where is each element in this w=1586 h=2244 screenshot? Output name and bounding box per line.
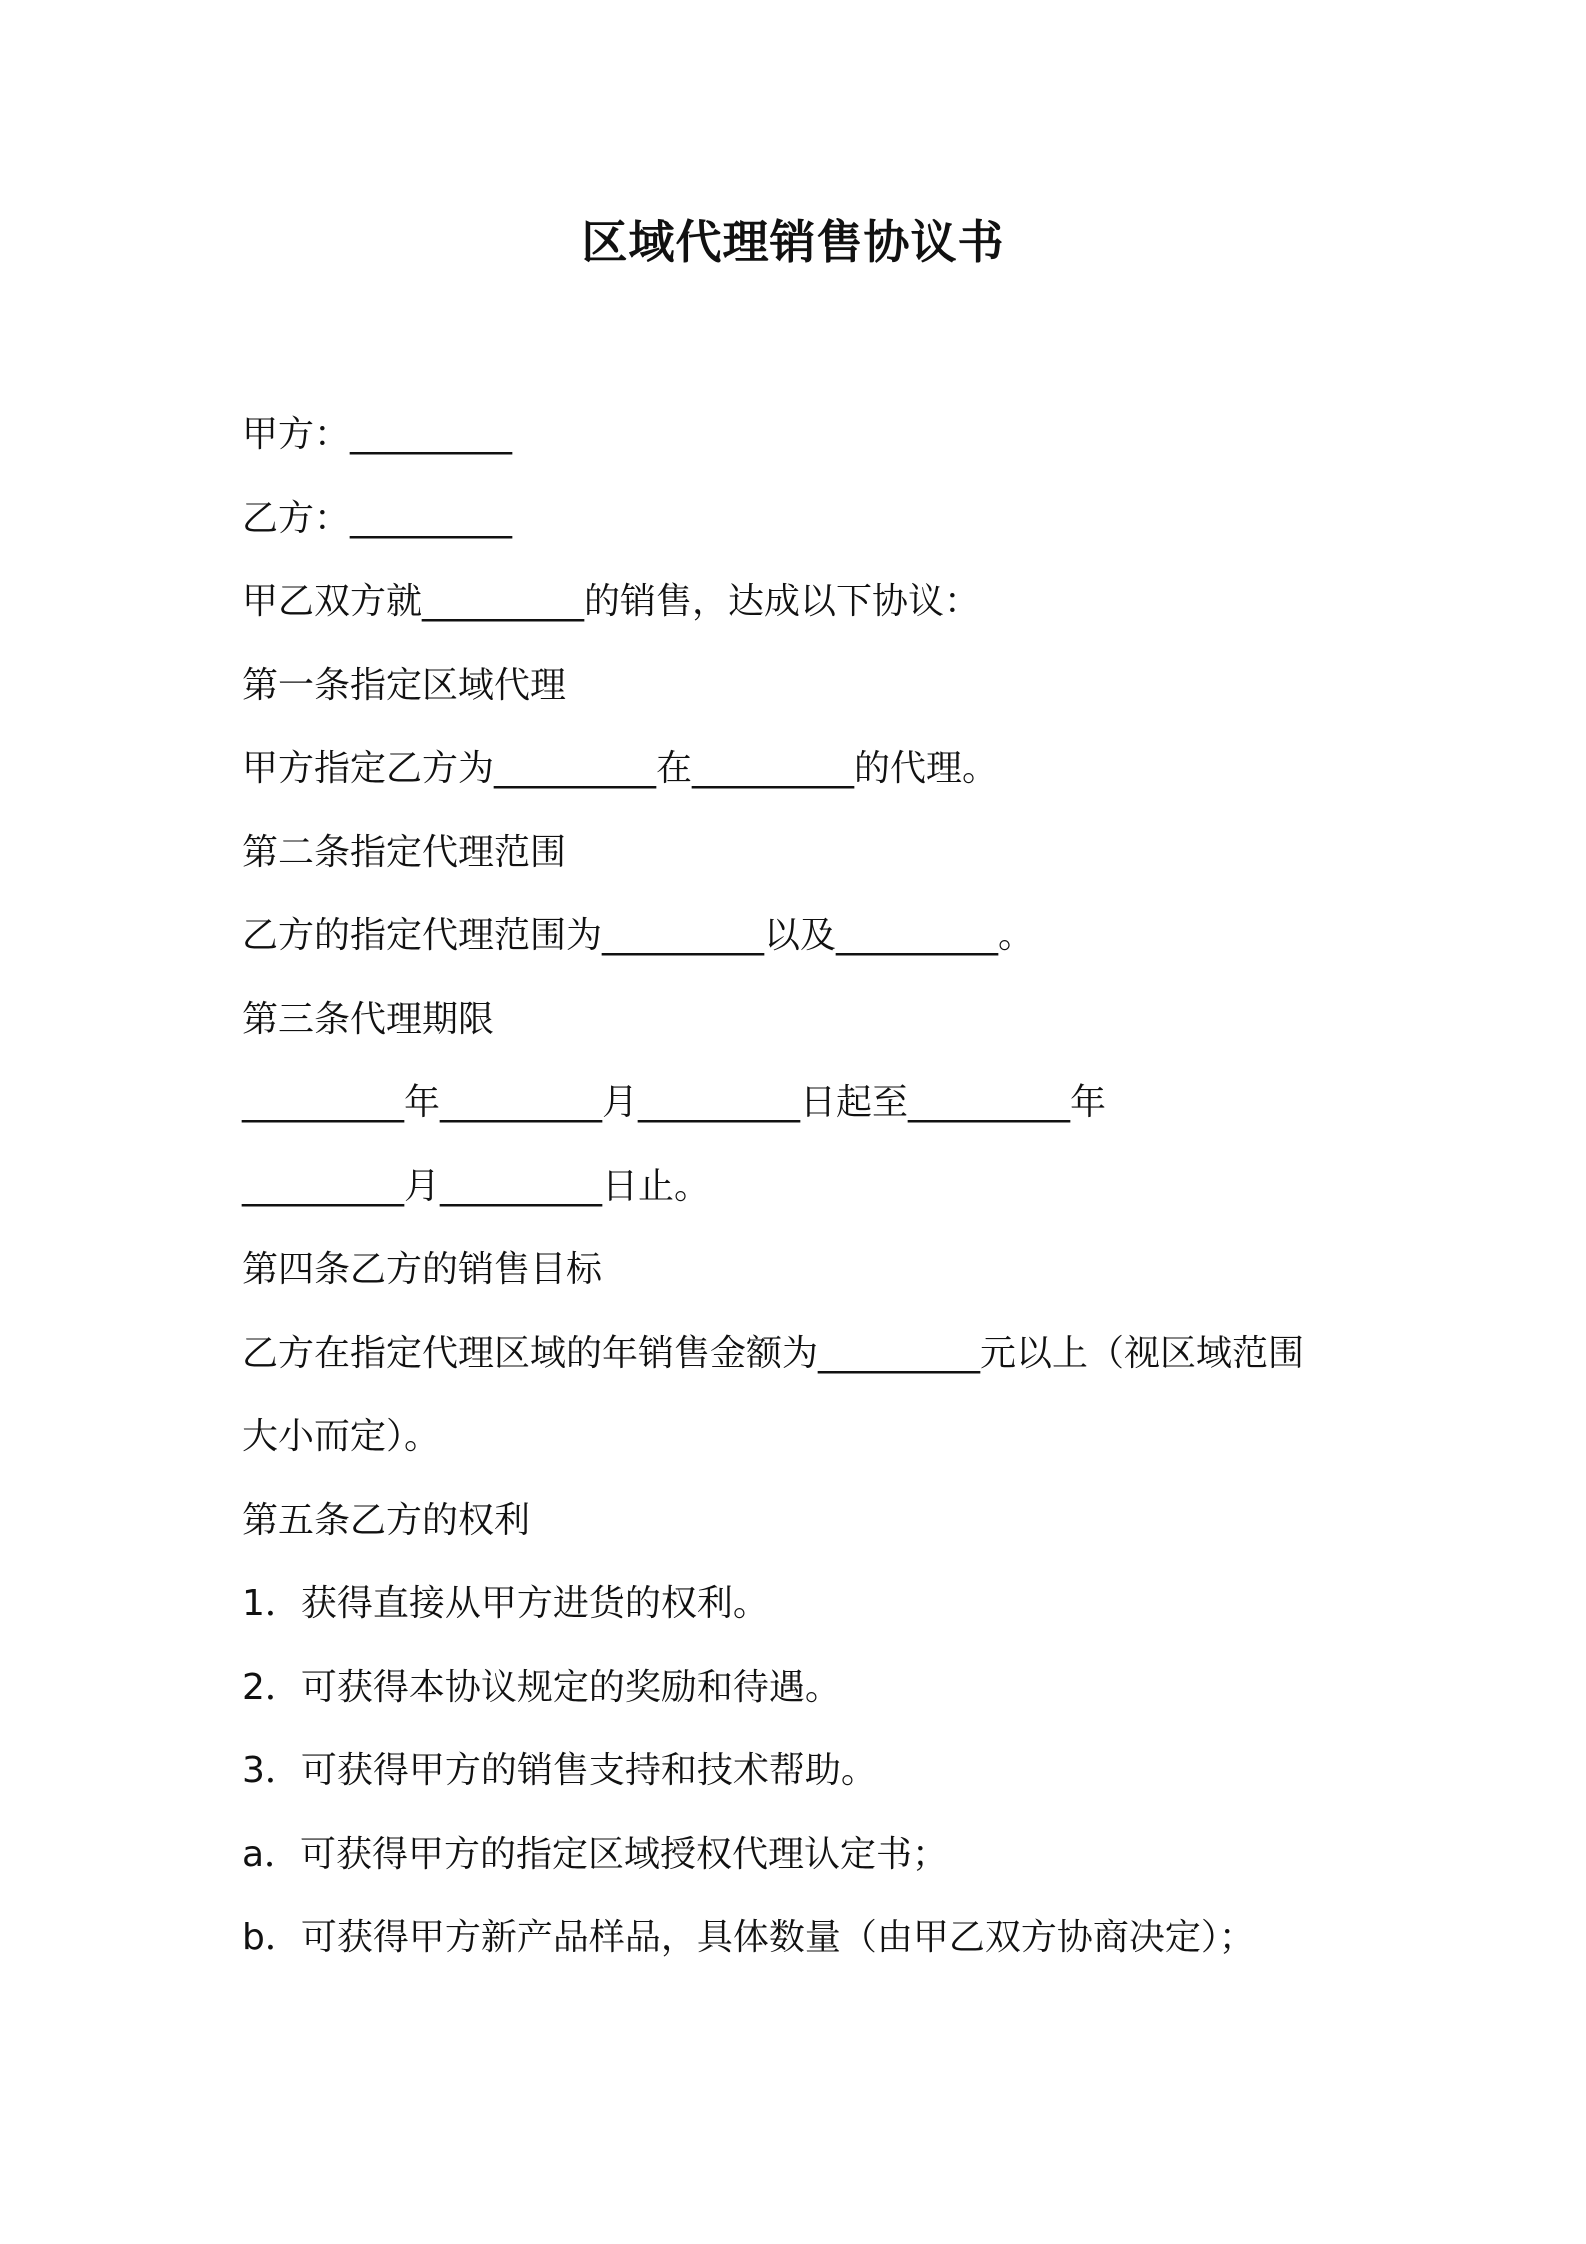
article-3-text-line-1: _________年_________月_________日起至_________年 — [242, 1082, 1107, 1123]
article-2-heading: 第二条指定代理范围 — [242, 831, 567, 873]
article-4-heading: 第四条乙方的销售目标 — [242, 1249, 603, 1290]
article-5-item-1: 1．获得直接从甲方进货的权利。 — [242, 1583, 769, 1624]
party-a-line: 甲方：_________ — [242, 414, 513, 455]
article-4-text-line-2: 大小而定）。 — [242, 1416, 441, 1457]
article-5-item-2: 2．可获得本协议规定的奖励和待遇。 — [242, 1666, 841, 1708]
document-body — [242, 405, 1372, 1992]
article-5-item-3: 3．可获得甲方的销售支持和技术帮助。 — [242, 1750, 877, 1791]
article-1-text: 甲方指定乙方为_________在_________的代理。 — [242, 748, 999, 789]
article-5-subitem-a: a．可获得甲方的指定区域授权代理认定书； — [242, 1833, 949, 1875]
article-1-heading: 第一条指定区域代理 — [242, 664, 567, 706]
article-4-text-line-1: 乙方在指定代理区域的年销售金额为_________元以上（视区域范围 — [242, 1332, 1305, 1374]
article-5-heading: 第五条乙方的权利 — [242, 1499, 531, 1541]
document-title: 区域代理销售协议书 — [581, 215, 1005, 269]
agreement-intro: 甲乙双方就_________的销售，达成以下协议： — [242, 581, 981, 622]
party-b-line: 乙方：_________ — [242, 497, 513, 539]
article-3-heading: 第三条代理期限 — [242, 998, 495, 1040]
article-3-text-line-2: _________月_________日止。 — [242, 1165, 711, 1207]
article-5-subitem-b: b．可获得甲方新产品样品，具体数量（由甲乙双方协商决定）； — [242, 1917, 1255, 1958]
article-2-text: 乙方的指定代理范围为_________以及_________。 — [242, 915, 1035, 956]
